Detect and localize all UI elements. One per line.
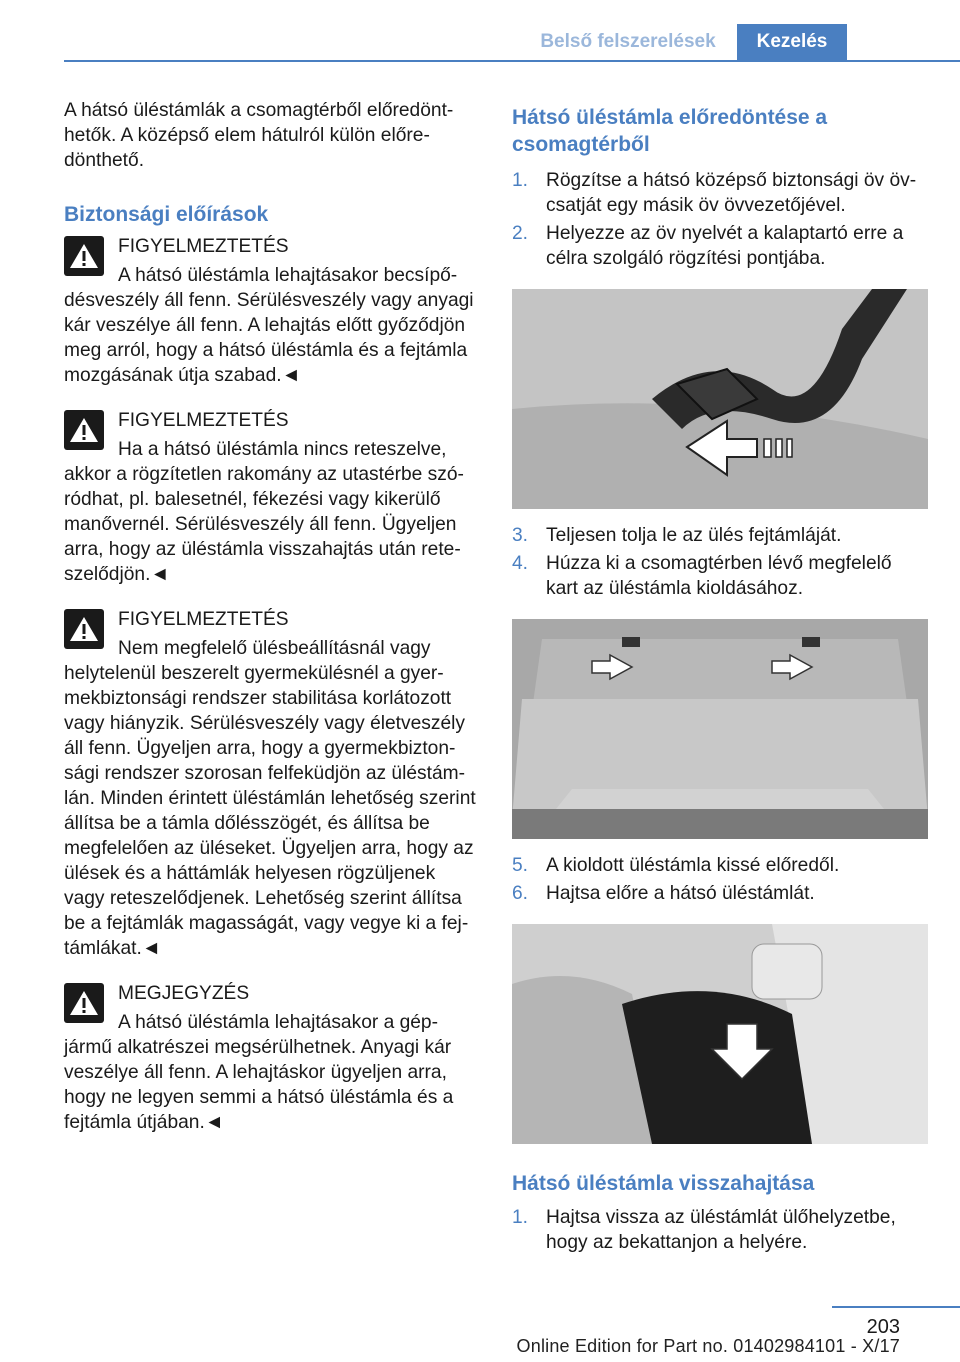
tab-operation[interactable]: Kezelés xyxy=(737,24,847,60)
safety-section-title: Biztonsági előírások xyxy=(64,203,269,226)
steps-list xyxy=(512,523,928,601)
footer-rule xyxy=(832,1306,960,1308)
warning-title: FIGYELMEZTETÉS xyxy=(118,609,289,630)
header-rule xyxy=(64,60,960,62)
warning-triangle-icon xyxy=(64,609,104,649)
warning-text: A hátsó üléstámla lehajtásakor becsípődésveszély áll fenn. Sérülésveszély vagy anyagi kár veszélye áll fenn. A lehajtás előtt győződjön meg arról, hogy a hátsó üléstámla és a fejtámla mozgásának útja szabad.◄ xyxy=(64,265,474,386)
tab-inner-equipment[interactable]: Belső felszerelések xyxy=(540,31,716,52)
list-item: 1. Rögzítse a hátsó középső biztonsági öv övcsatját egy másik öv övvezetőjével. xyxy=(512,170,917,216)
list-item: 2. Helyezze az öv nyelvét a kalaptartó erre a célra szolgáló rögzítési pontjába. xyxy=(512,223,904,269)
list-item: 1. Hajtsa vissza az üléstámlát ülőhelyzetbe, hogy az bekattanjon a helyére. xyxy=(512,1207,896,1253)
steps-list xyxy=(512,1205,928,1255)
page-number: 203 xyxy=(866,1316,900,1338)
warning-triangle-icon xyxy=(64,236,104,276)
list-item: 4. Húzza ki a csomagtérben lévő megfelelő kart az üléstámla kioldásához. xyxy=(512,553,892,599)
warning-triangle-icon xyxy=(64,983,104,1023)
warning-block xyxy=(64,607,478,961)
belt-tongue-photo xyxy=(512,289,928,509)
left-column xyxy=(64,98,478,1135)
warning-title: FIGYELMEZTETÉS xyxy=(118,236,289,257)
warning-block xyxy=(64,408,478,587)
warning-title: FIGYELMEZTETÉS xyxy=(118,410,289,431)
list-item: 5. A kioldott üléstámla kissé előredől. xyxy=(512,855,840,876)
page-header xyxy=(0,0,960,62)
fold-back-section-title: Hátsó üléstámla visszahajtása xyxy=(512,1172,815,1195)
list-item: 3. Teljesen tolja le az ülés fejtámláját. xyxy=(512,525,842,546)
note-block xyxy=(64,981,478,1135)
right-column xyxy=(512,104,928,1258)
edition-footer: Online Edition for Part no. 01402984101 - X/17 xyxy=(516,1336,900,1356)
warning-triangle-icon xyxy=(64,410,104,450)
warning-text: Ha a hátsó üléstámla nincs reteszelve, akkor a rögzítetlen rakomány az utastérbe szóródhat, pl. balesetnél, fékezési vagy kikerülő manővernél. Sérülésveszély áll fenn. Ügyeljen arra, hogy az üléstámla visszahajtás után reteszelődjön.◄ xyxy=(64,439,464,585)
seat-fold-photo xyxy=(512,924,928,1144)
warning-text: Nem megfelelő ülésbeállításnál vagy helytelenül beszerelt gyermekülésnél a gyermekbiztonsági rendszer stabilitása korlátozott vagy hiányzik. Sérülésveszély vagy életveszély áll fenn. Ügyeljen arra, hogy a gyermekbiztonsági rendszer szorosan felfeküdjön az üléstámlán. Minden érintett üléstámlán lehetőség szerint állítsa be a támla dőlésszögét, és állítsa be megfelelően az üléseket. Ügyeljen arra, hogy az ülések és a háttámlák helyesen rögzüljenek vagy reteszelődjenek. Lehetőség szerint állítsa be a fejtámlák magasságát, vagy vegye ki a fejtámlákat.◄ xyxy=(64,638,476,959)
list-item: 6. Hajtsa előre a hátsó üléstámlát. xyxy=(512,883,815,904)
steps-list xyxy=(512,168,928,271)
intro-paragraph: A hátsó üléstámlák a csomagtérből előredönthetők. A középső elem hátulról külön előredönthető. xyxy=(64,100,454,171)
fold-forward-section-title: Hátsó üléstámla előredöntése a csomagtérből xyxy=(512,106,828,156)
note-title: MEGJEGYZÉS xyxy=(118,983,250,1004)
warning-block xyxy=(64,234,478,388)
trunk-release-photo xyxy=(512,619,928,839)
steps-list xyxy=(512,853,928,906)
note-text: A hátsó üléstámla lehajtásakor a gépjármű alkatrészei megsérülhetnek. Anyagi kár veszélye áll fenn. A lehajtáskor ügyeljen arra, hogy ne legyen semmi a hátsó üléstámla és a fejtámla útjában.◄ xyxy=(64,1012,454,1133)
